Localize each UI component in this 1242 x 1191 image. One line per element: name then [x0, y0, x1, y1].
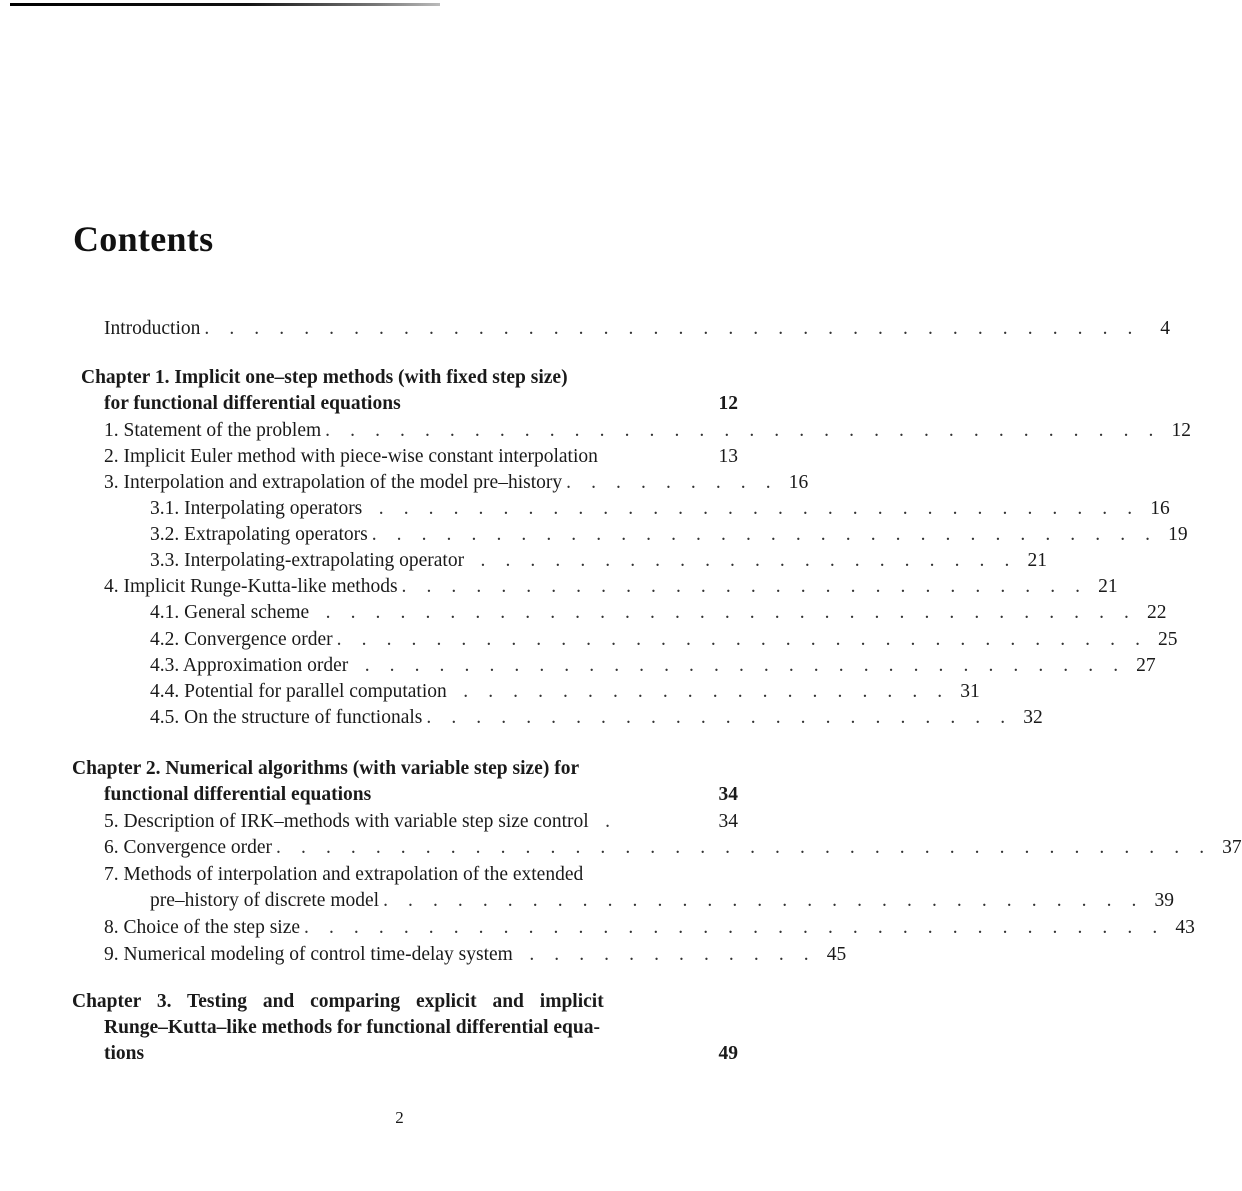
toc-page: 12	[1171, 420, 1191, 441]
dot-leader: . . . . . . . . . . . . . . . . . . . . . . . .	[426, 707, 1013, 728]
chapter-2-heading[interactable]	[104, 782, 738, 808]
chapter-3-heading-line-1[interactable]	[72, 989, 706, 1015]
chapter-3-heading-line-3: tions	[104, 1043, 145, 1064]
dot-leader: . . . . . . . . . . . . . . . . . . . .	[450, 681, 950, 702]
toc-entry-section-2[interactable]	[104, 444, 738, 470]
toc-entry-section-4-4[interactable]	[150, 679, 980, 705]
toc-page: 13	[718, 446, 738, 467]
dot-leader: . . . . . . . . . . . .	[516, 944, 817, 965]
toc-label: 6. Convergence order	[104, 837, 273, 858]
toc-page: 22	[1147, 602, 1167, 623]
toc-label: 1. Statement of the problem	[104, 420, 322, 441]
chapter-3-heading-line-1-text: Chapter 3. Testing and comparing explicit and implicit	[72, 991, 604, 1012]
dot-leader: . . . . . . . . . . . . . . . . . . . . . . . . . . . . . . . . .	[313, 602, 1137, 623]
toc-page: 34	[718, 811, 738, 832]
dot-leader: . . . . . . . . . . . . . . . . . . . . . .	[468, 550, 1017, 571]
toc-entry-section-7-cont[interactable]	[150, 888, 1175, 914]
dot-leader: . . . . . . . . . . . . . . . . . . . . . . . . . . . . . . .	[352, 655, 1126, 676]
toc-label: 4.4. Potential for parallel computation	[150, 681, 447, 702]
page-number: 2	[395, 1108, 404, 1127]
toc-label: pre–history of discrete model	[150, 890, 380, 911]
toc-entry-section-4[interactable]	[104, 574, 1118, 600]
toc-entry-section-4-5[interactable]	[150, 705, 1043, 731]
toc-page: 49	[718, 1043, 738, 1064]
toc-label: 9. Numerical modeling of control time-delay system	[104, 944, 513, 965]
dot-leader: . . . . . . . . . . . . . . . . . . . . . . . . . . . . . . . . . .	[325, 420, 1161, 441]
chapter-1-heading-line-1[interactable]: Chapter 1. Implicit one–step methods (with fixed step size)	[81, 367, 568, 388]
toc-entry-section-4-2[interactable]	[150, 627, 1178, 653]
toc-page: 27	[1136, 655, 1156, 676]
toc-entry-section-3-1[interactable]	[150, 496, 1170, 522]
toc-entry-section-3[interactable]	[104, 470, 809, 496]
dot-leader: . . . . . . . . . . . . . . . . . . . . . . . . . . . . . . . . .	[336, 629, 1148, 650]
page-title: Contents	[73, 219, 214, 259]
toc-page: 19	[1168, 524, 1188, 545]
toc-label: 8. Choice of the step size	[104, 917, 301, 938]
chapter-2-heading-line-1[interactable]: Chapter 2. Numerical algorithms (with variable step size) for	[72, 758, 580, 779]
toc-page: 21	[1098, 576, 1118, 597]
toc-label: 4.1. General scheme	[150, 602, 310, 623]
toc-page: 21	[1027, 550, 1047, 571]
toc-label: 4.5. On the structure of functionals	[150, 707, 423, 728]
toc-page: 45	[826, 944, 847, 965]
dot-leader: . . . . . . . . . . . . . . . . . . . . . . . . . . . . . . . . . . . . . .	[204, 318, 1141, 339]
dot-leader: . . . . . . . . . . . . . . . . . . . . . . . . . . . . . . .	[383, 890, 1145, 911]
toc-entry-section-5[interactable]	[104, 809, 738, 835]
dot-leader: . . . . . . . . . . . . . . . . . . . . . . . . . . . . . . . . . . .	[304, 917, 1165, 938]
toc-page: 32	[1023, 707, 1043, 728]
toc-page: 25	[1158, 629, 1178, 650]
toc-page: 31	[960, 681, 980, 702]
toc-entry-introduction[interactable]	[104, 316, 1171, 342]
dot-leader: . . . . . . . . . . . . . . . . . . . . . . . . . . . .	[401, 576, 1088, 597]
toc-entry-section-8[interactable]	[104, 915, 1195, 941]
dot-leader: . . . . . . . . . . . . . . . . . . . . . . . . . . . . . . .	[366, 498, 1140, 519]
toc-label: 7. Methods of interpolation and extrapolation of the extended	[104, 864, 584, 885]
toc-entry-section-6[interactable]	[104, 835, 1242, 861]
chapter-3-heading-line-2[interactable]: Runge–Kutta–like methods for functional differential equa-	[104, 1017, 600, 1038]
toc-label: Introduction	[104, 318, 201, 339]
toc-label: 3. Interpolation and extrapolation of the model pre–history	[104, 472, 563, 493]
toc-label: 5. Description of IRK–methods with variable step size control	[104, 811, 589, 832]
chapter-2-heading-line-2: functional differential equations	[104, 784, 372, 805]
toc-label: 3.3. Interpolating-extrapolating operator	[150, 550, 465, 571]
top-rule	[10, 3, 440, 6]
chapter-1-heading-line-2: for functional differential equations	[104, 393, 401, 414]
toc-label: 4. Implicit Runge-Kutta-like methods	[104, 576, 398, 597]
dot-leader: . . . . . . . . . . . . . . . . . . . . . . . . . . . . . . . . . . . . . .	[276, 837, 1212, 858]
toc-page: 34	[718, 784, 738, 805]
toc-label: 4.3. Approximation order	[150, 655, 349, 676]
toc-entry-section-1[interactable]	[104, 418, 1191, 444]
chapter-3-heading[interactable]	[104, 1041, 738, 1067]
dot-leader: . . . . . . . . . . . . . . . . . . . . . . . . . . . . . . . .	[371, 524, 1158, 545]
toc-page: 39	[1154, 890, 1175, 911]
toc-label: 4.2. Convergence order	[150, 629, 333, 650]
toc-page: 37	[1222, 837, 1242, 858]
toc-label: 3.1. Interpolating operators	[150, 498, 363, 519]
toc-page: 12	[718, 393, 738, 414]
toc-label: 3.2. Extrapolating operators	[150, 524, 368, 545]
toc-page: 4	[1160, 318, 1171, 339]
toc-entry-section-4-1[interactable]	[150, 600, 1167, 626]
toc-entry-section-9[interactable]	[104, 942, 847, 968]
toc-page: 16	[788, 472, 809, 493]
dot-leader: . . . . . . . . .	[566, 472, 779, 493]
chapter-1-heading[interactable]	[104, 391, 738, 417]
toc-label: 2. Implicit Euler method with piece-wise constant interpolation	[104, 446, 598, 467]
toc-entry-section-4-3[interactable]	[150, 653, 1156, 679]
toc-entry-section-3-3[interactable]	[150, 548, 1047, 574]
toc-entry-section-7[interactable]	[104, 862, 738, 888]
dot-leader: .	[592, 811, 618, 832]
toc-entry-section-3-2[interactable]	[150, 522, 1188, 548]
toc-page: 43	[1175, 917, 1195, 938]
toc-page: 16	[1150, 498, 1170, 519]
